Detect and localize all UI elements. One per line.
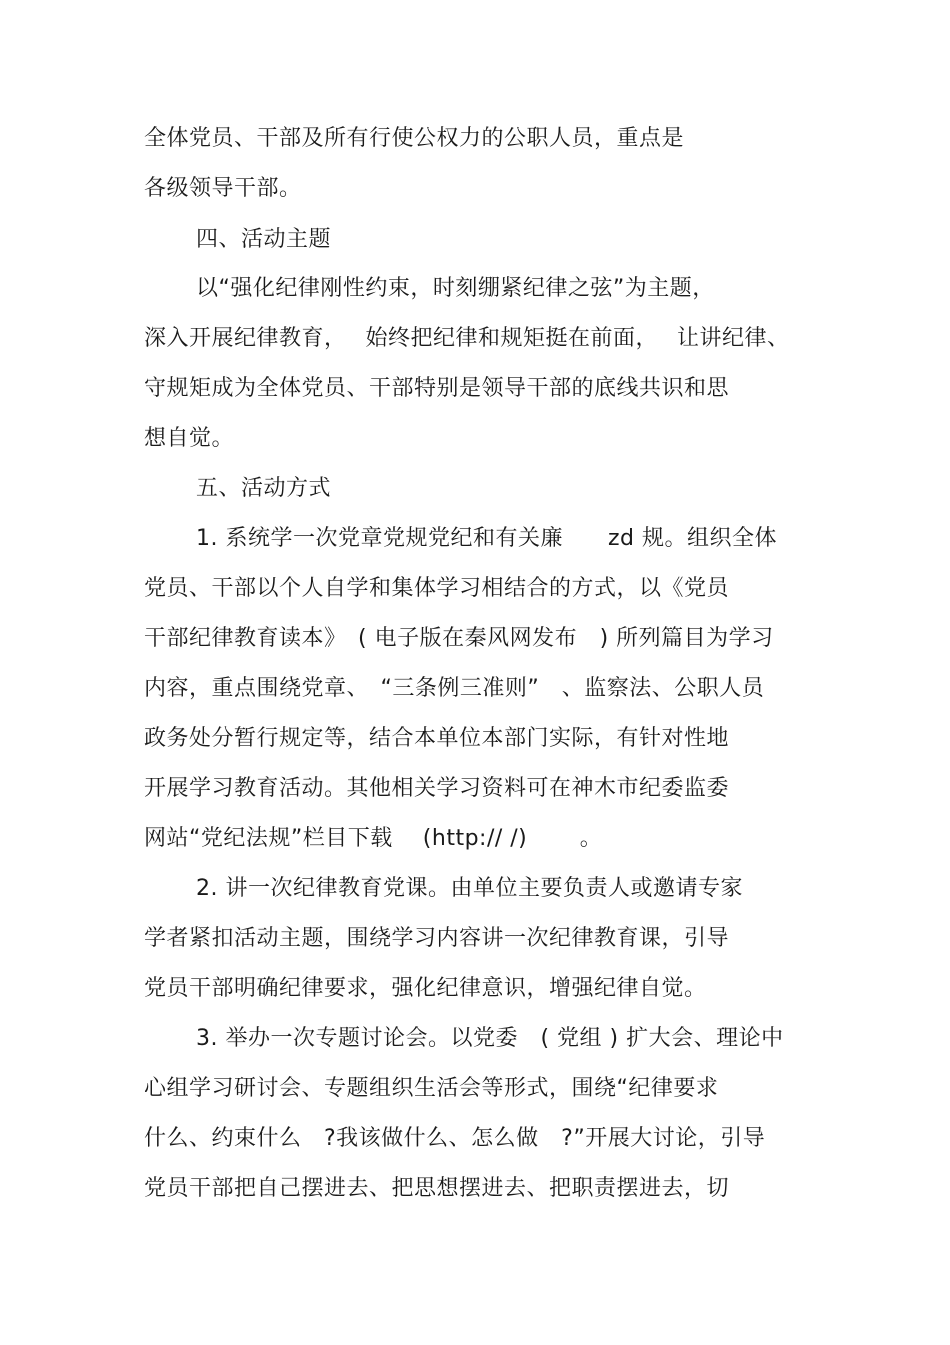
text-line: 网站“党纪法规”栏目下载 (http:// /) 。 [144,826,603,851]
text-line: 政务处分暂行规定等，结合本单位本部门实际，有针对性地 [144,726,730,751]
text-line: 干部纪律教育读本》 ( 电子版在秦风网发布 ) 所列篇目为学习 [144,626,774,651]
text-line: 内容，重点围绕党章、 “三条例三准则” 、监察法、公职人员 [144,676,765,701]
text-line: 党员干部明确纪律要求，强化纪律意识，增强纪律自觉。 [144,976,707,1001]
text-line: 守规矩成为全体党员、干部特别是领导干部的底线共识和思 [144,376,730,401]
text-line: 什么、约束什么 ?我该做什么、怎么做 ?”开展大讨论，引导 [144,1126,766,1151]
section-heading: 四、活动主题 [196,227,332,252]
text-line: 深入开展纪律教育， 始终把纪律和规矩挺在前面， 让讲纪律、 [144,326,790,351]
text-line: 学者紧扣活动主题，围绕学习内容讲一次纪律教育课，引导 [144,926,730,951]
text-line: 3. 举办一次专题讨论会。以党委 ( 党组 ) 扩大会、理论中 [196,1026,784,1051]
text-line: 党员干部把自己摆进去、把思想摆进去、把职责摆进去，切 [144,1176,730,1201]
text-line: 想自觉。 [144,426,235,451]
text-line: 心组学习研讨会、专题组织生活会等形式，围绕“纪律要求 [144,1076,719,1101]
text-line: 2. 讲一次纪律教育党课。由单位主要负责人或邀请专家 [196,876,743,901]
text-line: 各级领导干部。 [144,176,302,201]
text-line: 开展学习教育活动。其他相关学习资料可在神木市纪委监委 [144,776,730,801]
section-heading: 五、活动方式 [196,476,332,501]
text-line: 全体党员、干部及所有行使公权力的公职人员，重点是 [144,126,685,151]
text-line: 以“强化纪律刚性约束，时刻绷紧纪律之弦”为主题， [196,276,715,301]
text-line: 1. 系统学一次党章党规党纪和有关廉 zd 规。组织全体 [196,526,777,551]
text-line: 党员、干部以个人自学和集体学习相结合的方式，以《党员 [144,576,730,601]
